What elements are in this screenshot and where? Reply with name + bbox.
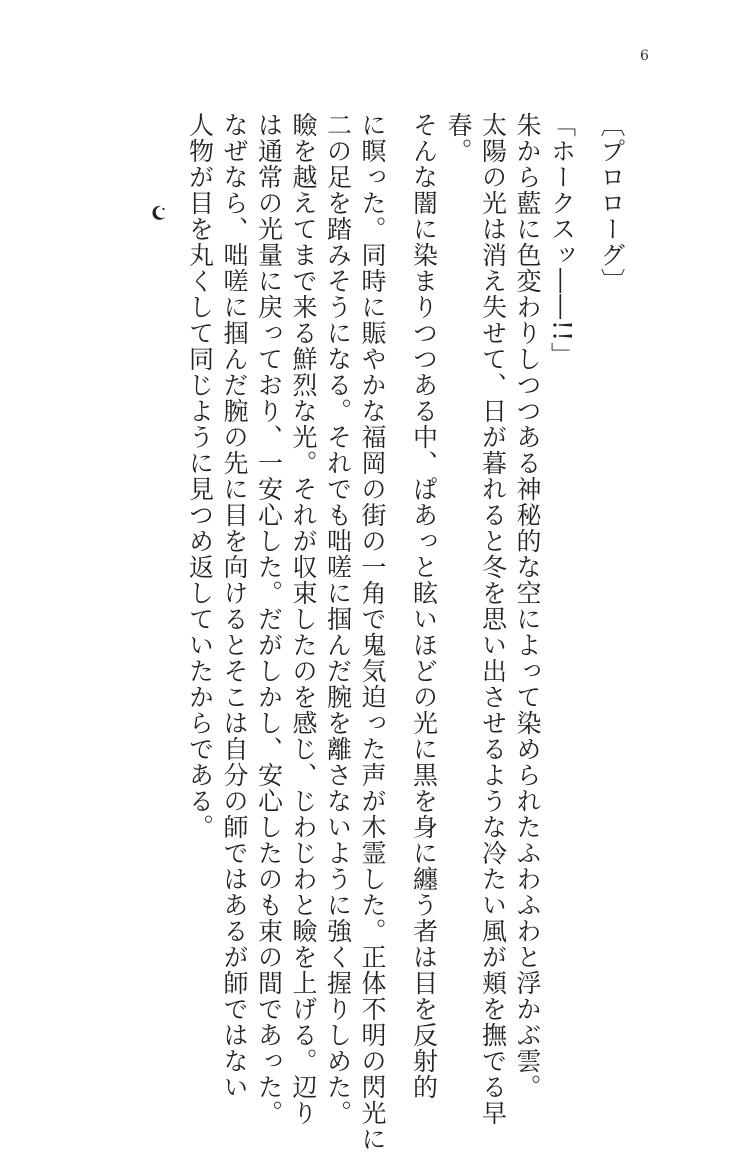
text-line: 春。 (444, 112, 473, 164)
text-line: 朱から藍に色変わりしつつある神秘的な空によって染められたふわふわと浮かぶ雲。 (513, 112, 542, 1100)
text-line: 瞼を越えてまで来る鮮烈な光。それが収束したのを感じ、じわじわと瞼を上げる。辺り (289, 112, 318, 1126)
text-line: に瞑った。同時に賑やかな福岡の街の一角で鬼気迫った声が木霊した。正体不明の閃光に (358, 112, 387, 1152)
chapter-heading: 〔プロローグ〕 (597, 112, 626, 294)
text-line: 二の足を踏みそうになる。それでも咄嗟に掴んだ腕を離さないように強く握りしめた。 (323, 112, 353, 1126)
text-line: 太陽の光は消え失せて、日が暮れると冬を思い出させるような冷たい風が頬を撫でる早 (478, 112, 508, 1126)
page-number: 6 (640, 48, 649, 64)
novel-text (182, 112, 628, 1152)
moon-icon (150, 204, 168, 226)
text-line: そんな闇に染まりつつある中、ぱあっと眩いほどの光に黒を身に纏う者は目を反射的 (409, 112, 439, 1100)
text-line: 人物が目を丸くして同じように見つめ返していたからである。 (185, 112, 215, 840)
text-line: は通常の光量に戻っており、一安心した。だがしかし、安心したのも束の間であった。 (254, 112, 284, 1126)
text-line: 「ホークスッ――!!」 (547, 112, 577, 369)
text-line: なぜなら、咄嗟に掴んだ腕の先に目を向けるとそこは自分の師ではあるが師ではない (220, 112, 249, 1100)
